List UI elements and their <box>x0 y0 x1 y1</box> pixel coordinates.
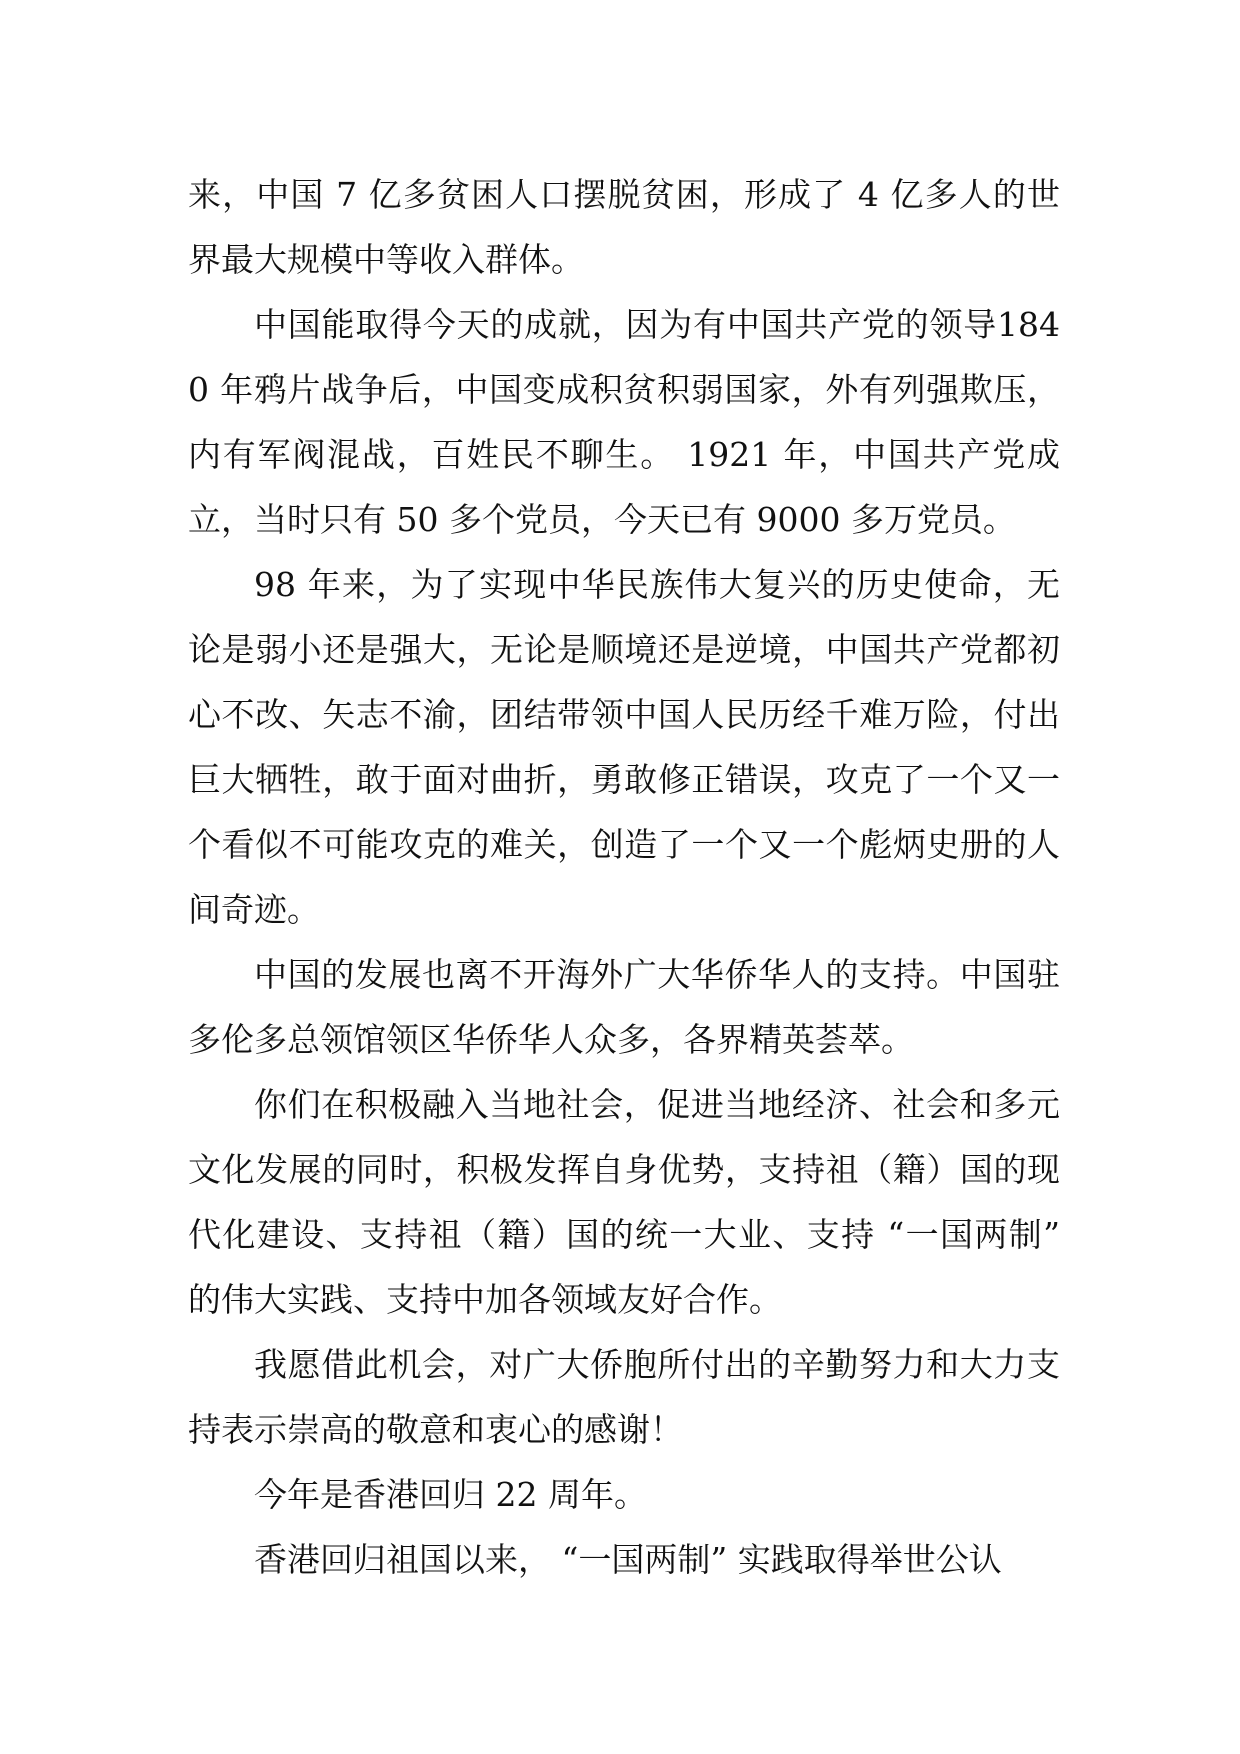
paragraph-1: 来，中国 7 亿多贫困人口摆脱贫困，形成了 4 亿多人的世界最大规模中等收入群体。 <box>188 175 1060 279</box>
paragraph-7: 今年是香港回归 22 周年。 <box>254 1475 647 1514</box>
paragraph-4: 中国的发展也离不开海外广大华侨华人的支持。中国驻多伦多总领馆领区华侨华人众多，各界精英荟萃。 <box>188 955 1060 1059</box>
paragraph-2: 中国能取得今天的成就，因为有中国共产党的领导1840 年鸦片战争后，中国变成积贫积弱国家，外有列强欺压，内有军阀混战，百姓民不聊生。 1921 年，中国共产党成立，当时只有 50 多个党员，今天已有 9000 多万党员。 <box>188 305 1060 539</box>
paragraph-8: 香港回归祖国以来， “一国两制” 实践取得举世公认 <box>254 1540 1002 1579</box>
paragraph-6: 我愿借此机会，对广大侨胞所付出的辛勤努力和大力支持表示崇高的敬意和衷心的感谢！ <box>188 1345 1060 1449</box>
document-body <box>188 162 1060 1592</box>
paragraph-3: 98 年来，为了实现中华民族伟大复兴的历史使命，无论是弱小还是强大，无论是顺境还是逆境，中国共产党都初心不改、矢志不渝，团结带领中国人民历经千难万险，付出巨大牺牲，敢于面对曲折，勇敢修正错误，攻克了一个又一个看似不可能攻克的难关，创造了一个又一个彪炳史册的人间奇迹。 <box>188 565 1060 929</box>
paragraph-5: 你们在积极融入当地社会，促进当地经济、社会和多元文化发展的同时，积极发挥自身优势，支持祖（籍）国的现代化建设、支持祖（籍）国的统一大业、支持 “一国两制” 的伟大实践、支持中加各领域友好合作。 <box>188 1085 1060 1319</box>
